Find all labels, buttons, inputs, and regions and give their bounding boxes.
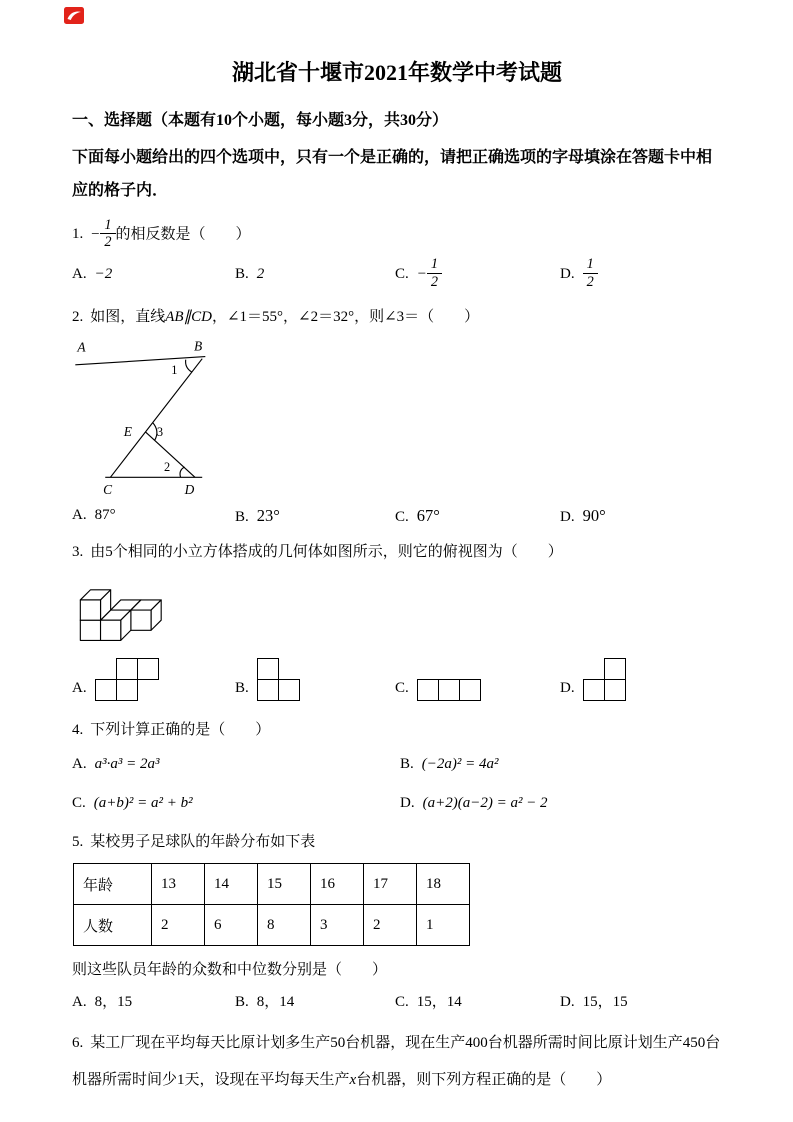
point-label-d: D xyxy=(184,481,195,497)
option-3a xyxy=(72,658,235,700)
question-number: 2. xyxy=(72,309,84,326)
option-label: C. xyxy=(395,993,409,1010)
table-row-age xyxy=(74,864,470,905)
option-label: A. xyxy=(72,680,87,697)
top-view-grid xyxy=(95,658,158,700)
option-value: 67° xyxy=(416,505,440,525)
option-value: −2 xyxy=(94,265,113,282)
stem-text: ，∠1＝55°，∠2＝32°，则∠3＝（ ） xyxy=(211,309,480,326)
table-cell: 6 xyxy=(205,905,258,946)
option-5a xyxy=(72,990,235,1011)
option-label: D. xyxy=(560,993,575,1010)
section-instructions: 下面每小题给出的四个选项中，只有一个是正确的，请把正确选项的字母填涂在答题卡中相应的格子内． xyxy=(72,149,713,199)
stem-text: 某校男子足球队的年龄分布如下表 xyxy=(90,833,316,850)
fraction-numerator: 1 xyxy=(427,256,442,273)
table-cell: 14 xyxy=(205,864,258,905)
question-number: 6. xyxy=(72,1034,84,1051)
option-label: C. xyxy=(395,680,409,697)
option-label: C. xyxy=(395,265,409,282)
option-value: 8，14 xyxy=(256,993,295,1010)
angle-1-arc xyxy=(186,359,192,371)
question-2-options xyxy=(72,506,722,526)
top-view-cell xyxy=(604,679,626,701)
line-bc xyxy=(110,358,202,477)
option-1d xyxy=(560,257,722,291)
top-view-cell xyxy=(116,658,138,680)
option-label: D. xyxy=(560,680,575,697)
option-label: B. xyxy=(235,508,249,525)
fraction xyxy=(583,256,598,290)
point-label-e: E xyxy=(123,423,133,439)
option-label: A. xyxy=(72,265,87,282)
fraction-denominator: 2 xyxy=(586,273,594,290)
fraction xyxy=(427,256,442,290)
angle-label-2: 2 xyxy=(164,459,171,474)
option-label: B. xyxy=(235,680,249,697)
top-view-grid xyxy=(257,658,299,700)
option-value: 87° xyxy=(94,507,116,524)
table-cell: 2 xyxy=(364,905,417,946)
question-3-stem xyxy=(72,540,722,566)
fraction-numerator: 1 xyxy=(100,217,115,234)
stem-text: 台机器，则下列方程正确的是（ ） xyxy=(356,1072,612,1089)
top-view-cell xyxy=(137,658,159,680)
table-cell: 15 xyxy=(258,864,311,905)
top-view-cell xyxy=(95,679,117,701)
question-number: 4. xyxy=(72,722,84,739)
option-value: (−2a)² = 4a² xyxy=(421,755,499,772)
table-cell: 18 xyxy=(417,864,470,905)
fraction-denominator: 2 xyxy=(430,273,439,290)
cube-face xyxy=(80,600,100,620)
top-view-cell xyxy=(438,679,460,701)
age-distribution-table xyxy=(73,863,470,946)
question-4-stem xyxy=(72,718,722,744)
angle-2-arc xyxy=(180,467,185,477)
question-3 xyxy=(72,540,722,701)
stem-text: 某工厂现在平均每天比原计划多生产50台机器，现在生产400台机器所需时间比原计划生产450台机器所需时间少1天，设现在平均每天生产 xyxy=(72,1034,721,1089)
stem-text: 的相反数是（ ） xyxy=(115,225,251,242)
section-header: 一、选择题（本题有10个小题，每小题3分，共30分） xyxy=(72,112,449,129)
table-cell: 3 xyxy=(311,905,364,946)
question-2-stem xyxy=(72,305,722,331)
fraction xyxy=(100,217,115,251)
question-3-options xyxy=(72,658,722,700)
question-6 xyxy=(72,1025,722,1100)
option-1c xyxy=(395,257,560,291)
top-view-cell xyxy=(604,658,626,680)
table-header-cell: 人数 xyxy=(74,905,152,946)
stem-text: 如图，直线 xyxy=(90,309,166,326)
point-label-c: C xyxy=(103,481,113,497)
table-row-count xyxy=(74,905,470,946)
option-value xyxy=(416,256,442,290)
option-label: A. xyxy=(72,507,87,524)
option-label: B. xyxy=(400,755,414,772)
option-2c xyxy=(395,506,560,526)
cube-face xyxy=(131,610,151,630)
point-label-b: B xyxy=(193,338,203,354)
angle-label-1: 1 xyxy=(171,362,178,377)
question-number: 3. xyxy=(72,543,84,560)
table-cell: 2 xyxy=(152,905,205,946)
question-5 xyxy=(72,830,722,1011)
top-view-grid xyxy=(417,679,480,700)
question-4 xyxy=(72,718,722,812)
table-cell: 8 xyxy=(258,905,311,946)
option-label: C. xyxy=(72,794,86,811)
option-value: (a+b)² = a² + b² xyxy=(93,794,193,811)
option-value xyxy=(583,256,598,290)
option-label: D. xyxy=(560,265,575,282)
option-3d xyxy=(560,658,722,700)
option-label: A. xyxy=(72,755,87,772)
top-view-cell xyxy=(459,679,481,701)
fraction-denominator: 2 xyxy=(104,233,112,250)
stem-text: 下列计算正确的是（ ） xyxy=(90,722,271,739)
question-6-stem xyxy=(72,1025,722,1100)
option-4c xyxy=(72,795,400,812)
option-5d xyxy=(560,990,722,1011)
top-view-cell xyxy=(417,679,439,701)
option-label: C. xyxy=(395,508,409,525)
table-cell: 13 xyxy=(152,864,205,905)
option-value: 90° xyxy=(582,505,606,525)
question-1-stem xyxy=(72,218,722,252)
angle-label-3: 3 xyxy=(156,424,164,439)
top-view-cell xyxy=(278,679,300,701)
option-label: D. xyxy=(560,508,575,525)
question-5-text xyxy=(72,958,722,984)
point-label-a: A xyxy=(77,339,86,355)
math-variable-x: x xyxy=(349,1072,357,1089)
option-2d xyxy=(560,506,722,526)
question-1-options xyxy=(72,257,722,291)
option-value: 23° xyxy=(256,505,280,525)
top-view-cell xyxy=(116,679,138,701)
option-label: B. xyxy=(235,265,249,282)
question-number: 1. xyxy=(72,225,84,242)
option-5b xyxy=(235,990,395,1011)
table-header-cell: 年龄 xyxy=(74,864,152,905)
option-value: (a+2)(a−2) = a² − 2 xyxy=(422,794,548,811)
page-title: 湖北省十堰市2021年数学中考试题 xyxy=(231,60,562,85)
option-2a xyxy=(72,507,235,524)
cube-face xyxy=(101,620,121,640)
math-expression: AB∥CD xyxy=(165,309,212,326)
cubes-figure xyxy=(78,573,168,646)
top-view-cell xyxy=(257,679,279,701)
table-cell: 1 xyxy=(417,905,470,946)
top-view-cell xyxy=(583,679,605,701)
option-3b xyxy=(235,658,395,700)
geometry-figure xyxy=(74,337,219,500)
fraction-numerator: 1 xyxy=(583,256,598,273)
option-4a xyxy=(72,756,400,773)
option-value: 15，14 xyxy=(416,993,462,1010)
option-label: B. xyxy=(235,993,249,1010)
option-4b xyxy=(400,756,722,773)
math-minus-sign: − xyxy=(90,225,101,242)
watermark-logo-icon xyxy=(64,7,84,24)
stem-text: 则这些队员年龄的众数和中位数分别是（ ） xyxy=(72,962,388,979)
question-5-options xyxy=(72,990,722,1011)
table-cell: 16 xyxy=(311,864,364,905)
math-minus-sign: − xyxy=(416,265,427,282)
question-2 xyxy=(72,305,722,526)
table-cell: 17 xyxy=(364,864,417,905)
option-1b xyxy=(235,266,395,283)
question-number: 5. xyxy=(72,833,84,850)
option-5c xyxy=(395,990,560,1011)
option-value: 8，15 xyxy=(94,993,133,1010)
document-content xyxy=(72,56,722,1106)
top-view-grid xyxy=(583,658,625,700)
option-1a xyxy=(72,266,235,283)
question-4-options xyxy=(72,756,722,812)
option-4d xyxy=(400,795,722,812)
question-5-stem xyxy=(72,830,722,856)
stem-text: 由5个相同的小立方体搭成的几何体如图所示，则它的俯视图为（ ） xyxy=(90,543,563,560)
option-label: D. xyxy=(400,794,415,811)
option-2b xyxy=(235,506,395,526)
option-3c xyxy=(395,679,560,700)
option-label: A. xyxy=(72,993,87,1010)
logo-graphic xyxy=(64,7,84,24)
top-view-cell xyxy=(257,658,279,680)
question-1 xyxy=(72,218,722,292)
option-value: a³·a³ = 2a³ xyxy=(94,755,160,772)
option-value: 15，15 xyxy=(582,993,628,1010)
cube-face xyxy=(80,620,100,640)
option-value: 2 xyxy=(256,265,265,282)
